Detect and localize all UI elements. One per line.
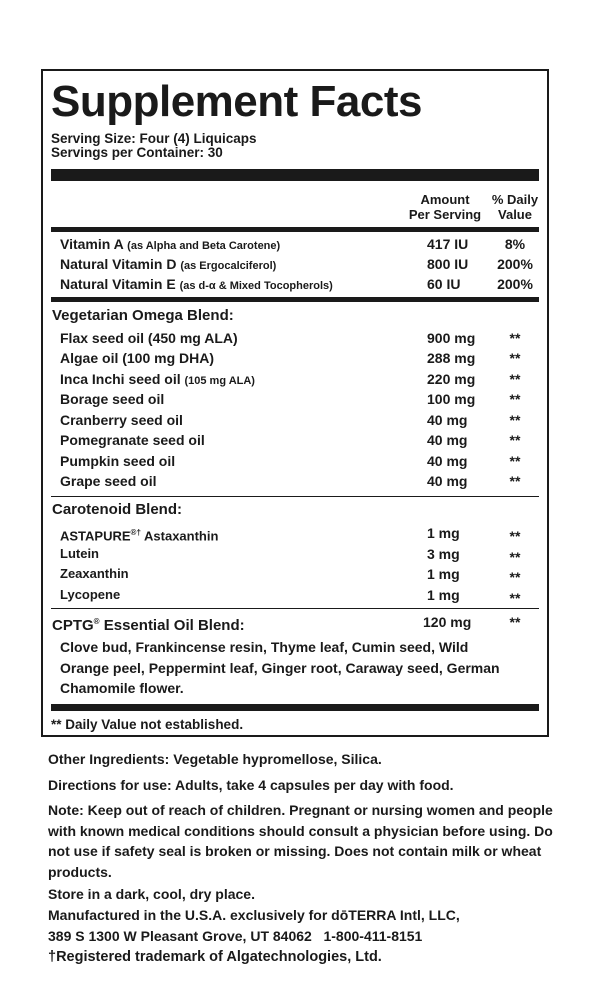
- ingredient-dv: **: [509, 412, 521, 428]
- essential-oil-blend-row: [43, 612, 547, 632]
- ingredient-dv: **: [509, 350, 521, 366]
- thick-divider-bottom: [51, 704, 539, 711]
- dv-header-line1: % Daily: [491, 192, 539, 207]
- table-row: [43, 585, 547, 605]
- ingredient-name: Lutein: [60, 546, 99, 561]
- ingredient-name: Algae oil (100 mg DHA): [60, 350, 215, 366]
- table-row: [43, 471, 547, 491]
- warning-text: Note: Keep out of reach of children. Pregnant or nursing women and people with known medical conditions should consult a physician before using. Do not use if safety seal is broken or missing. Does not contain milk or wheat products.: [48, 802, 553, 880]
- divider-omega: [51, 297, 539, 302]
- ingredient-name: Grape seed oil: [60, 473, 157, 489]
- table-row: [43, 564, 547, 584]
- ingredient-amount: 3 mg: [427, 546, 460, 562]
- nutrient-amount: 800 IU: [427, 256, 469, 272]
- registered-dagger-mark: ®†: [130, 528, 141, 537]
- ingredient-amount: 220 mg: [427, 371, 476, 387]
- thick-divider-top: [51, 169, 539, 181]
- carotenoid-blend-title: Carotenoid Blend:: [52, 501, 182, 518]
- ingredient-amount: 1 mg: [427, 566, 460, 582]
- supplement-facts-panel: [41, 69, 549, 737]
- nutrient-note: (as Ergocalciferol): [180, 260, 277, 272]
- nutrient-dv: 200%: [497, 256, 533, 272]
- essential-oil-ingredients: Clove bud, Frankincense resin, Thyme leaf, Cumin seed, Wild Orange peel, Peppermint leaf, Ginger root, Caraway seed, German Chamomile flower.: [60, 639, 500, 696]
- table-row: [43, 369, 547, 389]
- ingredient-name: Zeaxanthin: [60, 566, 129, 581]
- ingredient-dv: **: [509, 330, 521, 346]
- dv-column-header: [489, 192, 541, 222]
- ingredient-amount: 288 mg: [427, 350, 476, 366]
- ingredient-dv: **: [509, 590, 521, 606]
- table-row: [43, 430, 547, 450]
- nutrient-dv: 200%: [497, 276, 533, 292]
- table-row: [43, 348, 547, 368]
- ingredient-amount: 1 mg: [427, 525, 460, 541]
- blend-dv: **: [509, 614, 521, 630]
- ingredient-amount: 40 mg: [427, 473, 468, 489]
- blend-title-prefix: CPTG: [52, 617, 94, 634]
- amount-header-line2: Per Serving: [408, 207, 482, 222]
- amount-header-line1: Amount: [420, 192, 470, 207]
- warning-note: [48, 800, 558, 882]
- manufacturer-line-2: 389 S 1300 W Pleasant Grove, UT 84062 1-800-411-8151: [48, 927, 423, 944]
- ingredient-amount: 40 mg: [427, 432, 468, 448]
- blend-amount: 120 mg: [423, 614, 472, 630]
- daily-value-footnote: ** Daily Value not established.: [51, 717, 244, 732]
- nutrient-name: Natural Vitamin D: [60, 256, 177, 272]
- nutrient-note: (as Alpha and Beta Carotene): [127, 240, 281, 252]
- omega-blend-title: Vegetarian Omega Blend:: [52, 307, 234, 324]
- trademark-notice: [48, 947, 558, 968]
- ingredient-name: Cranberry seed oil: [60, 412, 183, 428]
- nutrient-amount: 60 IU: [427, 276, 461, 292]
- storage-instructions: [48, 884, 558, 905]
- ingredient-name: Lycopene: [60, 587, 121, 602]
- panel-title: Supplement Facts: [51, 77, 422, 126]
- ingredient-dv: **: [509, 432, 521, 448]
- serving-size: Serving Size: Four (4) Liquicaps: [51, 131, 257, 146]
- ingredient-name: Inca Inchi seed oil: [60, 371, 181, 387]
- trademark-text: †Registered trademark of Algatechnologies, Ltd.: [48, 949, 382, 965]
- divider-carotenoid: [51, 496, 539, 497]
- ingredient-dv: **: [509, 528, 521, 544]
- ingredient-dv: **: [509, 391, 521, 407]
- amount-column-header: [395, 192, 495, 222]
- ingredient-dv: **: [509, 549, 521, 565]
- registered-mark: ®: [93, 617, 100, 626]
- divider-vitamins: [51, 227, 539, 232]
- table-row: [43, 451, 547, 471]
- ingredient-name: Pomegranate seed oil: [60, 432, 205, 448]
- table-row: [43, 389, 547, 409]
- nutrient-note: (as d-α & Mixed Tocopherols): [179, 280, 333, 292]
- other-ingredients-text: Other Ingredients: Vegetable hypromellose, Silica.: [48, 751, 382, 767]
- directions: [48, 775, 558, 796]
- ingredient-amount: 1 mg: [427, 587, 460, 603]
- table-row: [43, 410, 547, 430]
- nutrient-name: Natural Vitamin E: [60, 276, 176, 292]
- table-row: [43, 274, 547, 294]
- ingredient-note: (105 mg ALA): [184, 375, 255, 387]
- manufacturer-line-1: Manufactured in the U.S.A. exclusively for dōTERRA Intl, LLC,: [48, 907, 460, 923]
- nutrient-name: Vitamin A: [60, 236, 124, 252]
- table-row: [43, 328, 547, 348]
- other-ingredients: [48, 749, 558, 770]
- ingredient-name: Borage seed oil: [60, 391, 165, 407]
- ingredient-dv: **: [509, 569, 521, 585]
- manufacturer-info: [48, 905, 558, 946]
- table-row: [43, 234, 547, 254]
- table-row: [43, 544, 547, 564]
- nutrient-amount: 417 IU: [427, 236, 469, 252]
- ingredient-name: Pumpkin seed oil: [60, 453, 176, 469]
- ingredient-name: ASTAPURE: [60, 528, 131, 544]
- dv-header-line2: Value: [498, 207, 532, 222]
- ingredient-amount: 40 mg: [427, 412, 468, 428]
- ingredient-name-suffix: Astaxanthin: [140, 528, 219, 544]
- ingredient-dv: **: [509, 371, 521, 387]
- divider-essential-oil: [51, 608, 539, 609]
- table-row: [43, 523, 547, 543]
- nutrient-dv: 8%: [504, 236, 526, 252]
- ingredient-amount: 40 mg: [427, 453, 468, 469]
- table-row: [43, 254, 547, 274]
- directions-text: Directions for use: Adults, take 4 capsules per day with food.: [48, 777, 454, 793]
- ingredient-amount: 900 mg: [427, 330, 476, 346]
- ingredient-dv: **: [509, 473, 521, 489]
- ingredient-amount: 100 mg: [427, 391, 476, 407]
- ingredient-name: Flax seed oil (450 mg ALA): [60, 330, 238, 346]
- ingredient-dv: **: [509, 453, 521, 469]
- storage-text: Store in a dark, cool, dry place.: [48, 886, 255, 902]
- blend-title-suffix: Essential Oil Blend:: [99, 617, 245, 634]
- servings-per-container: Servings per Container: 30: [51, 145, 223, 160]
